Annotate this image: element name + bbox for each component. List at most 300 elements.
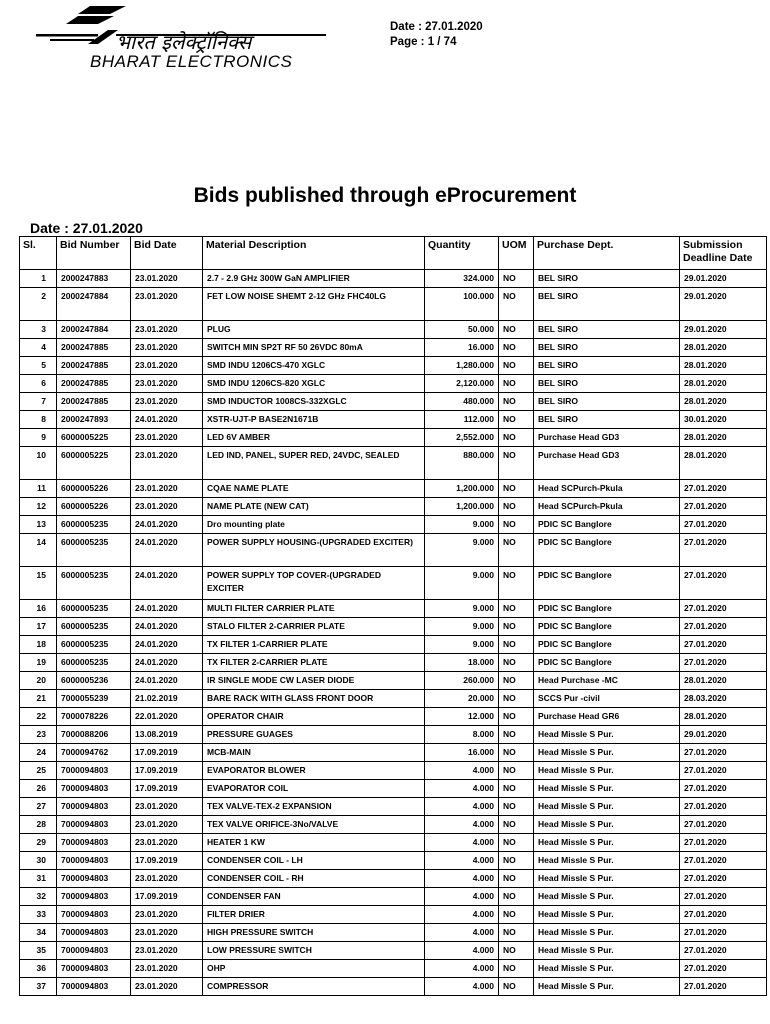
cell-sl: 2 <box>20 288 57 321</box>
cell-sl: 27 <box>20 798 57 816</box>
cell-quantity: 9.000 <box>425 534 499 567</box>
cell-material-description: OHP <box>203 960 425 978</box>
table-row <box>20 906 767 924</box>
cell-bid-number: 6000005225 <box>57 429 131 447</box>
cell-submission-deadline: 28.01.2020 <box>680 357 767 375</box>
col-header-purchase-dept: Purchase Dept. <box>534 237 680 270</box>
cell-quantity: 2,120.000 <box>425 375 499 393</box>
document-meta <box>390 20 483 50</box>
cell-submission-deadline: 27.01.2020 <box>680 870 767 888</box>
cell-sl: 11 <box>20 480 57 498</box>
table-row <box>20 567 767 600</box>
cell-sl: 25 <box>20 762 57 780</box>
cell-bid-date: 17.09.2019 <box>131 852 203 870</box>
cell-bid-number: 6000005235 <box>57 534 131 567</box>
table-body <box>20 270 767 996</box>
cell-quantity: 20.000 <box>425 690 499 708</box>
table-row <box>20 834 767 852</box>
cell-bid-date: 24.01.2020 <box>131 567 203 600</box>
cell-bid-date: 17.09.2019 <box>131 744 203 762</box>
cell-uom: NO <box>499 780 534 798</box>
cell-sl: 20 <box>20 672 57 690</box>
cell-sl: 8 <box>20 411 57 429</box>
cell-bid-number: 7000094803 <box>57 960 131 978</box>
cell-material-description: BARE RACK WITH GLASS FRONT DOOR <box>203 690 425 708</box>
table-row <box>20 654 767 672</box>
cell-material-description: TEX VALVE ORIFICE-3No/VALVE <box>203 816 425 834</box>
cell-sl: 16 <box>20 600 57 618</box>
cell-submission-deadline: 27.01.2020 <box>680 534 767 567</box>
cell-bid-number: 7000094803 <box>57 798 131 816</box>
cell-purchase-dept: Head Missle S Pur. <box>534 888 680 906</box>
cell-quantity: 4.000 <box>425 924 499 942</box>
col-header-quantity: Quantity <box>425 237 499 270</box>
cell-quantity: 480.000 <box>425 393 499 411</box>
cell-purchase-dept: PDIC SC Banglore <box>534 567 680 600</box>
cell-submission-deadline: 27.01.2020 <box>680 978 767 996</box>
table-row <box>20 393 767 411</box>
cell-purchase-dept: Head Missle S Pur. <box>534 960 680 978</box>
cell-uom: NO <box>499 744 534 762</box>
cell-bid-date: 23.01.2020 <box>131 357 203 375</box>
cell-material-description: CONDENSER COIL - RH <box>203 870 425 888</box>
cell-quantity: 4.000 <box>425 780 499 798</box>
cell-submission-deadline: 27.01.2020 <box>680 906 767 924</box>
cell-uom: NO <box>499 498 534 516</box>
cell-bid-date: 24.01.2020 <box>131 516 203 534</box>
table-row <box>20 357 767 375</box>
cell-purchase-dept: BEL SIRO <box>534 357 680 375</box>
cell-material-description: OPERATOR CHAIR <box>203 708 425 726</box>
cell-purchase-dept: Purchase Head GD3 <box>534 429 680 447</box>
cell-submission-deadline: 27.01.2020 <box>680 762 767 780</box>
cell-sl: 36 <box>20 960 57 978</box>
cell-bid-date: 23.01.2020 <box>131 924 203 942</box>
cell-sl: 12 <box>20 498 57 516</box>
cell-material-description: PLUG <box>203 321 425 339</box>
cell-purchase-dept: Head Missle S Pur. <box>534 762 680 780</box>
cell-uom: NO <box>499 339 534 357</box>
cell-uom: NO <box>499 567 534 600</box>
cell-quantity: 16.000 <box>425 339 499 357</box>
cell-sl: 7 <box>20 393 57 411</box>
cell-submission-deadline: 27.01.2020 <box>680 600 767 618</box>
cell-sl: 1 <box>20 270 57 288</box>
table-row <box>20 852 767 870</box>
cell-purchase-dept: Head Missle S Pur. <box>534 870 680 888</box>
cell-purchase-dept: BEL SIRO <box>534 288 680 321</box>
cell-bid-number: 7000094803 <box>57 852 131 870</box>
cell-bid-date: 23.01.2020 <box>131 498 203 516</box>
cell-uom: NO <box>499 726 534 744</box>
cell-bid-date: 17.09.2019 <box>131 888 203 906</box>
table-row <box>20 672 767 690</box>
cell-submission-deadline: 29.01.2020 <box>680 726 767 744</box>
cell-uom: NO <box>499 816 534 834</box>
cell-submission-deadline: 27.01.2020 <box>680 942 767 960</box>
cell-bid-date: 23.01.2020 <box>131 393 203 411</box>
cell-bid-date: 23.01.2020 <box>131 339 203 357</box>
cell-quantity: 4.000 <box>425 816 499 834</box>
cell-quantity: 4.000 <box>425 906 499 924</box>
cell-material-description: Dro mounting plate <box>203 516 425 534</box>
cell-sl: 30 <box>20 852 57 870</box>
cell-purchase-dept: Purchase Head GR6 <box>534 708 680 726</box>
cell-purchase-dept: BEL SIRO <box>534 339 680 357</box>
cell-bid-date: 24.01.2020 <box>131 534 203 567</box>
cell-purchase-dept: Head Missle S Pur. <box>534 834 680 852</box>
cell-material-description: HEATER 1 KW <box>203 834 425 852</box>
cell-material-description: IR SINGLE MODE CW LASER DIODE <box>203 672 425 690</box>
page-title: Bids published through eProcurement <box>193 184 577 207</box>
company-logo <box>28 4 340 72</box>
cell-submission-deadline: 27.01.2020 <box>680 816 767 834</box>
cell-uom: NO <box>499 888 534 906</box>
cell-quantity: 4.000 <box>425 942 499 960</box>
cell-uom: NO <box>499 942 534 960</box>
cell-bid-number: 7000094803 <box>57 906 131 924</box>
col-header-submission-deadline: Submission Deadline Date <box>680 237 767 270</box>
cell-submission-deadline: 28.01.2020 <box>680 447 767 480</box>
table-row <box>20 534 767 567</box>
cell-quantity: 4.000 <box>425 762 499 780</box>
cell-bid-number: 7000078226 <box>57 708 131 726</box>
cell-purchase-dept: PDIC SC Banglore <box>534 534 680 567</box>
cell-uom: NO <box>499 924 534 942</box>
cell-submission-deadline: 29.01.2020 <box>680 321 767 339</box>
table-row <box>20 429 767 447</box>
cell-material-description: CONDENSER COIL - LH <box>203 852 425 870</box>
table-row <box>20 888 767 906</box>
cell-bid-date: 23.01.2020 <box>131 960 203 978</box>
cell-sl: 35 <box>20 942 57 960</box>
cell-uom: NO <box>499 654 534 672</box>
cell-uom: NO <box>499 852 534 870</box>
cell-uom: NO <box>499 708 534 726</box>
cell-purchase-dept: Purchase Head GD3 <box>534 447 680 480</box>
cell-submission-deadline: 27.01.2020 <box>680 636 767 654</box>
cell-submission-deadline: 27.01.2020 <box>680 798 767 816</box>
cell-material-description: LED IND, PANEL, SUPER RED, 24VDC, SEALED <box>203 447 425 480</box>
cell-submission-deadline: 28.01.2020 <box>680 429 767 447</box>
cell-submission-deadline: 27.01.2020 <box>680 780 767 798</box>
cell-submission-deadline: 28.03.2020 <box>680 690 767 708</box>
table-row <box>20 798 767 816</box>
page-indicator: Page : 1 / 74 <box>390 36 457 48</box>
cell-uom: NO <box>499 534 534 567</box>
cell-purchase-dept: Head SCPurch-Pkula <box>534 498 680 516</box>
cell-sl: 4 <box>20 339 57 357</box>
cell-sl: 31 <box>20 870 57 888</box>
table-row <box>20 411 767 429</box>
cell-bid-date: 23.01.2020 <box>131 870 203 888</box>
cell-purchase-dept: PDIC SC Banglore <box>534 636 680 654</box>
cell-uom: NO <box>499 357 534 375</box>
table-row <box>20 447 767 480</box>
cell-sl: 37 <box>20 978 57 996</box>
cell-quantity: 4.000 <box>425 888 499 906</box>
table-row <box>20 618 767 636</box>
cell-uom: NO <box>499 978 534 996</box>
table-row <box>20 978 767 996</box>
table-row <box>20 960 767 978</box>
cell-quantity: 1,200.000 <box>425 498 499 516</box>
cell-sl: 19 <box>20 654 57 672</box>
cell-bid-date: 23.01.2020 <box>131 906 203 924</box>
cell-purchase-dept: BEL SIRO <box>534 270 680 288</box>
cell-sl: 29 <box>20 834 57 852</box>
cell-bid-date: 23.01.2020 <box>131 480 203 498</box>
cell-bid-number: 6000005235 <box>57 654 131 672</box>
cell-purchase-dept: Head Missle S Pur. <box>534 978 680 996</box>
cell-bid-number: 7000094803 <box>57 978 131 996</box>
cell-material-description: MULTI FILTER CARRIER PLATE <box>203 600 425 618</box>
cell-bid-number: 7000094803 <box>57 780 131 798</box>
cell-sl: 33 <box>20 906 57 924</box>
cell-bid-date: 17.09.2019 <box>131 762 203 780</box>
cell-bid-date: 23.01.2020 <box>131 447 203 480</box>
cell-bid-number: 6000005225 <box>57 447 131 480</box>
cell-quantity: 12.000 <box>425 708 499 726</box>
cell-purchase-dept: Head Missle S Pur. <box>534 780 680 798</box>
cell-quantity: 880.000 <box>425 447 499 480</box>
cell-purchase-dept: PDIC SC Banglore <box>534 600 680 618</box>
table-row <box>20 870 767 888</box>
table-row <box>20 600 767 618</box>
table-row <box>20 375 767 393</box>
cell-submission-deadline: 27.01.2020 <box>680 852 767 870</box>
cell-quantity: 112.000 <box>425 411 499 429</box>
cell-bid-number: 2000247884 <box>57 321 131 339</box>
cell-uom: NO <box>499 288 534 321</box>
cell-bid-date: 23.01.2020 <box>131 288 203 321</box>
cell-sl: 32 <box>20 888 57 906</box>
cell-material-description: POWER SUPPLY TOP COVER-(UPGRADED EXCITER <box>203 567 425 600</box>
cell-material-description: FILTER DRIER <box>203 906 425 924</box>
cell-submission-deadline: 27.01.2020 <box>680 888 767 906</box>
cell-bid-date: 21.02.2019 <box>131 690 203 708</box>
cell-uom: NO <box>499 960 534 978</box>
table-row <box>20 516 767 534</box>
cell-sl: 14 <box>20 534 57 567</box>
table-row <box>20 816 767 834</box>
table-row <box>20 288 767 321</box>
cell-purchase-dept: BEL SIRO <box>534 411 680 429</box>
cell-quantity: 9.000 <box>425 516 499 534</box>
cell-uom: NO <box>499 798 534 816</box>
cell-material-description: COMPRESSOR <box>203 978 425 996</box>
cell-submission-deadline: 30.01.2020 <box>680 411 767 429</box>
bids-table <box>19 236 767 996</box>
cell-submission-deadline: 27.01.2020 <box>680 498 767 516</box>
cell-quantity: 4.000 <box>425 798 499 816</box>
cell-bid-number: 2000247883 <box>57 270 131 288</box>
cell-purchase-dept: PDIC SC Banglore <box>534 516 680 534</box>
cell-material-description: TX FILTER 1-CARRIER PLATE <box>203 636 425 654</box>
cell-material-description: SMD INDU 1206CS-820 XGLC <box>203 375 425 393</box>
cell-uom: NO <box>499 516 534 534</box>
cell-bid-date: 23.01.2020 <box>131 429 203 447</box>
cell-submission-deadline: 27.01.2020 <box>680 516 767 534</box>
cell-quantity: 9.000 <box>425 618 499 636</box>
cell-purchase-dept: Head SCPurch-Pkula <box>534 480 680 498</box>
cell-uom: NO <box>499 447 534 480</box>
cell-purchase-dept: Head Missle S Pur. <box>534 852 680 870</box>
cell-sl: 6 <box>20 375 57 393</box>
cell-sl: 3 <box>20 321 57 339</box>
cell-uom: NO <box>499 321 534 339</box>
cell-purchase-dept: PDIC SC Banglore <box>534 654 680 672</box>
cell-bid-number: 7000055239 <box>57 690 131 708</box>
cell-material-description: STALO FILTER 2-CARRIER PLATE <box>203 618 425 636</box>
cell-purchase-dept: BEL SIRO <box>534 375 680 393</box>
cell-sl: 23 <box>20 726 57 744</box>
table-row <box>20 762 767 780</box>
cell-bid-number: 6000005226 <box>57 498 131 516</box>
cell-material-description: CONDENSER FAN <box>203 888 425 906</box>
logo-hindi-text: भारत इलेक्ट्रॉनिक्स <box>116 30 252 54</box>
cell-sl: 18 <box>20 636 57 654</box>
cell-bid-number: 6000005235 <box>57 618 131 636</box>
table-row <box>20 498 767 516</box>
cell-bid-date: 23.01.2020 <box>131 978 203 996</box>
cell-material-description: SMD INDU 1206CS-470 XGLC <box>203 357 425 375</box>
cell-material-description: 2.7 - 2.9 GHz 300W GaN AMPLIFIER <box>203 270 425 288</box>
cell-uom: NO <box>499 480 534 498</box>
cell-uom: NO <box>499 600 534 618</box>
cell-bid-number: 2000247885 <box>57 393 131 411</box>
cell-quantity: 324.000 <box>425 270 499 288</box>
cell-bid-number: 6000005235 <box>57 600 131 618</box>
cell-sl: 15 <box>20 567 57 600</box>
cell-submission-deadline: 27.01.2020 <box>680 960 767 978</box>
cell-sl: 5 <box>20 357 57 375</box>
cell-purchase-dept: Head Missle S Pur. <box>534 816 680 834</box>
cell-bid-number: 6000005236 <box>57 672 131 690</box>
cell-sl: 9 <box>20 429 57 447</box>
cell-bid-number: 7000094803 <box>57 924 131 942</box>
cell-submission-deadline: 28.01.2020 <box>680 339 767 357</box>
cell-bid-date: 24.01.2020 <box>131 600 203 618</box>
cell-bid-number: 7000094803 <box>57 870 131 888</box>
cell-uom: NO <box>499 762 534 780</box>
cell-bid-date: 24.01.2020 <box>131 672 203 690</box>
cell-submission-deadline: 28.01.2020 <box>680 708 767 726</box>
cell-material-description: SMD INDUCTOR 1008CS-332XGLC <box>203 393 425 411</box>
cell-material-description: MCB-MAIN <box>203 744 425 762</box>
cell-submission-deadline: 29.01.2020 <box>680 270 767 288</box>
cell-bid-number: 2000247885 <box>57 375 131 393</box>
cell-submission-deadline: 27.01.2020 <box>680 744 767 762</box>
cell-material-description: XSTR-UJT-P BASE2N1671B <box>203 411 425 429</box>
cell-quantity: 9.000 <box>425 567 499 600</box>
col-header-sl: Sl. <box>20 237 57 270</box>
cell-quantity: 2,552.000 <box>425 429 499 447</box>
cell-uom: NO <box>499 270 534 288</box>
cell-quantity: 16.000 <box>425 744 499 762</box>
cell-bid-date: 24.01.2020 <box>131 411 203 429</box>
cell-quantity: 100.000 <box>425 288 499 321</box>
cell-submission-deadline: 27.01.2020 <box>680 924 767 942</box>
cell-submission-deadline: 27.01.2020 <box>680 654 767 672</box>
cell-material-description: TEX VALVE-TEX-2 EXPANSION <box>203 798 425 816</box>
cell-bid-date: 22.01.2020 <box>131 708 203 726</box>
cell-bid-number: 7000088206 <box>57 726 131 744</box>
cell-bid-date: 17.09.2019 <box>131 780 203 798</box>
cell-bid-date: 24.01.2020 <box>131 654 203 672</box>
cell-purchase-dept: SCCS Pur -civil <box>534 690 680 708</box>
cell-material-description: LOW PRESSURE SWITCH <box>203 942 425 960</box>
cell-uom: NO <box>499 834 534 852</box>
cell-bid-number: 7000094803 <box>57 942 131 960</box>
cell-submission-deadline: 27.01.2020 <box>680 480 767 498</box>
cell-quantity: 8.000 <box>425 726 499 744</box>
cell-quantity: 4.000 <box>425 834 499 852</box>
table-row <box>20 321 767 339</box>
cell-quantity: 260.000 <box>425 672 499 690</box>
cell-uom: NO <box>499 672 534 690</box>
cell-quantity: 18.000 <box>425 654 499 672</box>
table-row <box>20 780 767 798</box>
cell-sl: 10 <box>20 447 57 480</box>
cell-submission-deadline: 27.01.2020 <box>680 567 767 600</box>
cell-bid-number: 7000094762 <box>57 744 131 762</box>
cell-purchase-dept: BEL SIRO <box>534 321 680 339</box>
cell-quantity: 50.000 <box>425 321 499 339</box>
cell-sl: 21 <box>20 690 57 708</box>
cell-material-description: EVAPORATOR BLOWER <box>203 762 425 780</box>
cell-purchase-dept: BEL SIRO <box>534 393 680 411</box>
table-row <box>20 726 767 744</box>
cell-uom: NO <box>499 870 534 888</box>
cell-quantity: 1,200.000 <box>425 480 499 498</box>
table-row <box>20 690 767 708</box>
cell-bid-number: 7000094803 <box>57 834 131 852</box>
table-row <box>20 636 767 654</box>
cell-bid-number: 7000094803 <box>57 888 131 906</box>
cell-quantity: 9.000 <box>425 600 499 618</box>
cell-purchase-dept: Head Missle S Pur. <box>534 942 680 960</box>
cell-purchase-dept: Head Missle S Pur. <box>534 726 680 744</box>
cell-material-description: LED 6V AMBER <box>203 429 425 447</box>
cell-material-description: CQAE NAME PLATE <box>203 480 425 498</box>
cell-material-description: PRESSURE GUAGES <box>203 726 425 744</box>
cell-quantity: 4.000 <box>425 960 499 978</box>
cell-uom: NO <box>499 636 534 654</box>
cell-uom: NO <box>499 690 534 708</box>
logo-english-text: BHARAT ELECTRONICS <box>90 52 293 71</box>
col-header-material-description: Material Description <box>203 237 425 270</box>
table-row <box>20 942 767 960</box>
cell-bid-number: 6000005235 <box>57 516 131 534</box>
cell-purchase-dept: Head Missle S Pur. <box>534 798 680 816</box>
cell-material-description: NAME PLATE (NEW CAT) <box>203 498 425 516</box>
cell-submission-deadline: 29.01.2020 <box>680 288 767 321</box>
cell-purchase-dept: Head Missle S Pur. <box>534 906 680 924</box>
cell-quantity: 9.000 <box>425 636 499 654</box>
cell-uom: NO <box>499 393 534 411</box>
cell-bid-date: 23.01.2020 <box>131 321 203 339</box>
cell-purchase-dept: Head Missle S Pur. <box>534 744 680 762</box>
cell-bid-number: 7000094803 <box>57 816 131 834</box>
col-header-uom: UOM <box>499 237 534 270</box>
cell-bid-number: 2000247884 <box>57 288 131 321</box>
col-header-bid-date: Bid Date <box>131 237 203 270</box>
cell-bid-number: 6000005235 <box>57 636 131 654</box>
cell-bid-number: 2000247885 <box>57 357 131 375</box>
table-row <box>20 744 767 762</box>
cell-bid-number: 2000247885 <box>57 339 131 357</box>
